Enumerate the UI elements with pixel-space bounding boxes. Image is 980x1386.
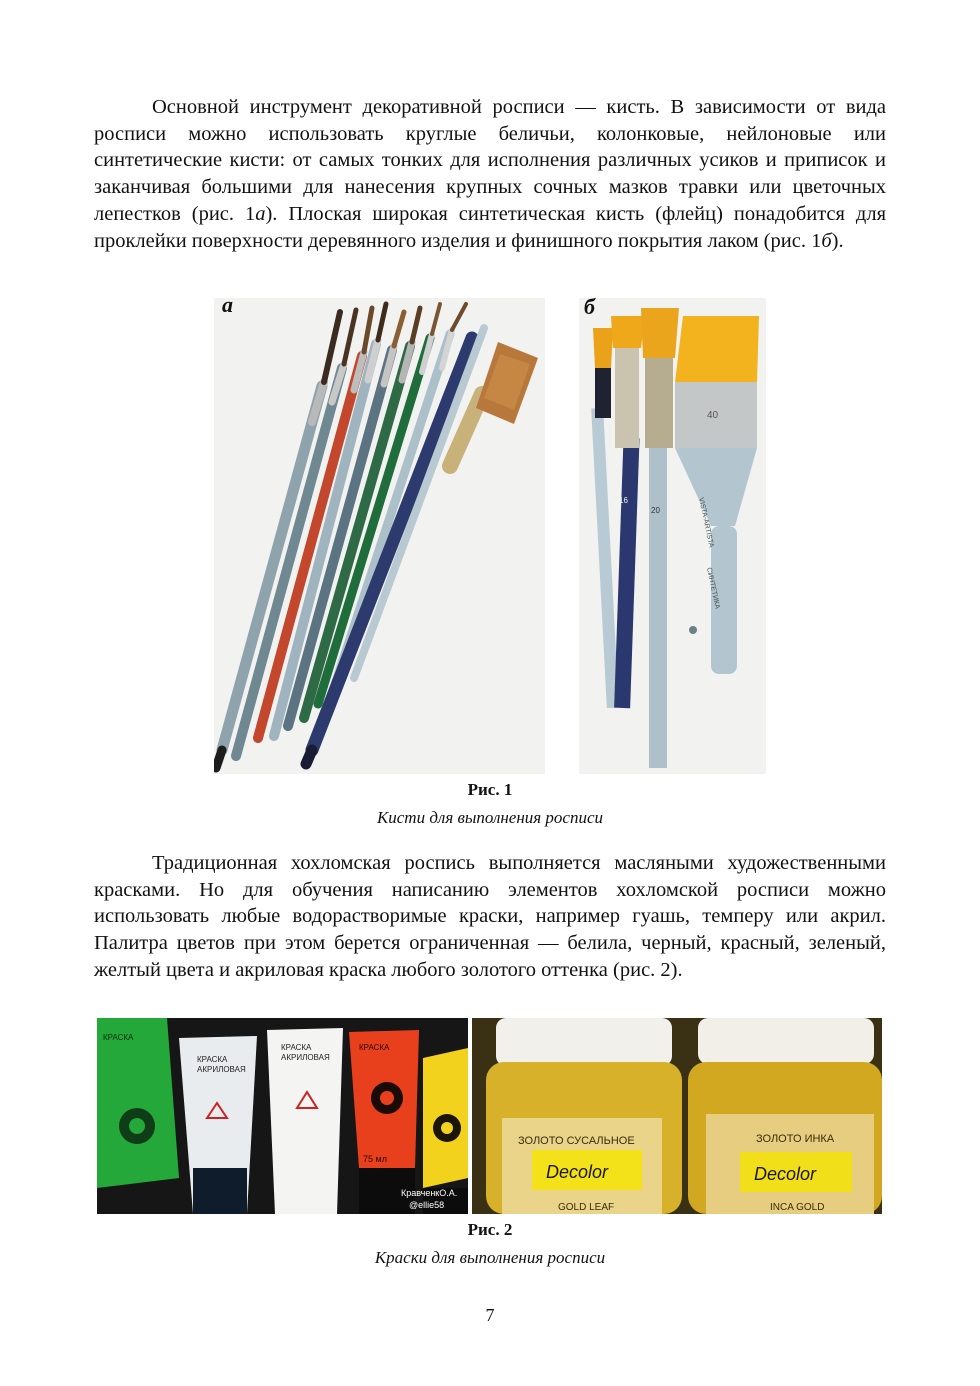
- page-number: 7: [485, 1305, 495, 1325]
- jar1-title: ЗОЛОТО СУСАЛЬНОЕ: [518, 1135, 635, 1147]
- tube-white-label-1: КРАСКА: [281, 1043, 312, 1052]
- tube-white-label-2: АКРИЛОВАЯ: [281, 1053, 330, 1062]
- jar2-brand: Decolor: [754, 1164, 817, 1184]
- figure-1b-label: б: [584, 294, 595, 319]
- figure-2-gold-jars: [472, 1018, 882, 1214]
- tube-green-label: КРАСКА: [103, 1033, 134, 1042]
- paragraph-paints: Традиционная хохломская роспись выполняется масляными художественными красками. Но для обучения написанию элементов хохломской росписи можно использовать любые водорастворимые краски, например гуашь, темперу или акрил. Палитра цветов при этом берется ограниченная — белила, черный, красный, зеленый, желтый цвета и акриловая краска любого золотого оттенка (рис. 2).: [94, 852, 886, 981]
- jar1-subtitle: GOLD LEAF: [558, 1202, 615, 1213]
- jar2-title: ЗОЛОТО ИНКА: [756, 1133, 835, 1145]
- figure-2-caption: Краски для выполнения росписи: [374, 1248, 606, 1267]
- figure-1a-round-brushes: [214, 298, 545, 774]
- figure-1-title: Рис. 1: [467, 780, 513, 799]
- figure-2-paint-tubes: [97, 1018, 468, 1214]
- watermark-author: КравченкО.А.: [401, 1188, 458, 1198]
- figure-1b-flat-brushes: [579, 298, 766, 774]
- brush-label-40: 40: [707, 410, 719, 421]
- brush-material-label: СИНТЕТИКА: [705, 566, 721, 610]
- tube-red-label: КРАСКА: [359, 1043, 390, 1052]
- jar1-brand: Decolor: [546, 1162, 609, 1182]
- figure-1-caption: Кисти для выполнения росписи: [376, 808, 604, 827]
- tube-dark-label-2: АКРИЛОВАЯ: [197, 1065, 246, 1074]
- brush-brand-label: VISTA-ARTISTA: [697, 496, 715, 549]
- figure-2-title: Рис. 2: [467, 1220, 513, 1239]
- brush-label-16: 16: [619, 496, 628, 505]
- jar2-subtitle: INCA GOLD: [770, 1202, 825, 1213]
- brush-label-20: 20: [651, 506, 660, 515]
- paragraph-brushes: Основной инструмент декоративной росписи — кисть. В зависимости от вида росписи можно использовать круглые беличьи, колонковые, нейлоновые или синтетические кисти: от самых тонких для исполнения различных усиков и приписок и заканчивая большими для нанесения крупных сочных мазков травки или цветочных лепестков (рис. 1а). Плоская широкая синтетическая кисть (флейц) понадобится для проклейки поверхности деревянного изделия и финишного покрытия лаком (рис. 1б).: [94, 96, 886, 252]
- tube-dark-label-1: КРАСКА: [197, 1055, 228, 1064]
- watermark-handle: @ellie58: [409, 1200, 445, 1210]
- figure-1a-label: а: [222, 292, 233, 317]
- tube-red-volume: 75 мл: [363, 1154, 387, 1164]
